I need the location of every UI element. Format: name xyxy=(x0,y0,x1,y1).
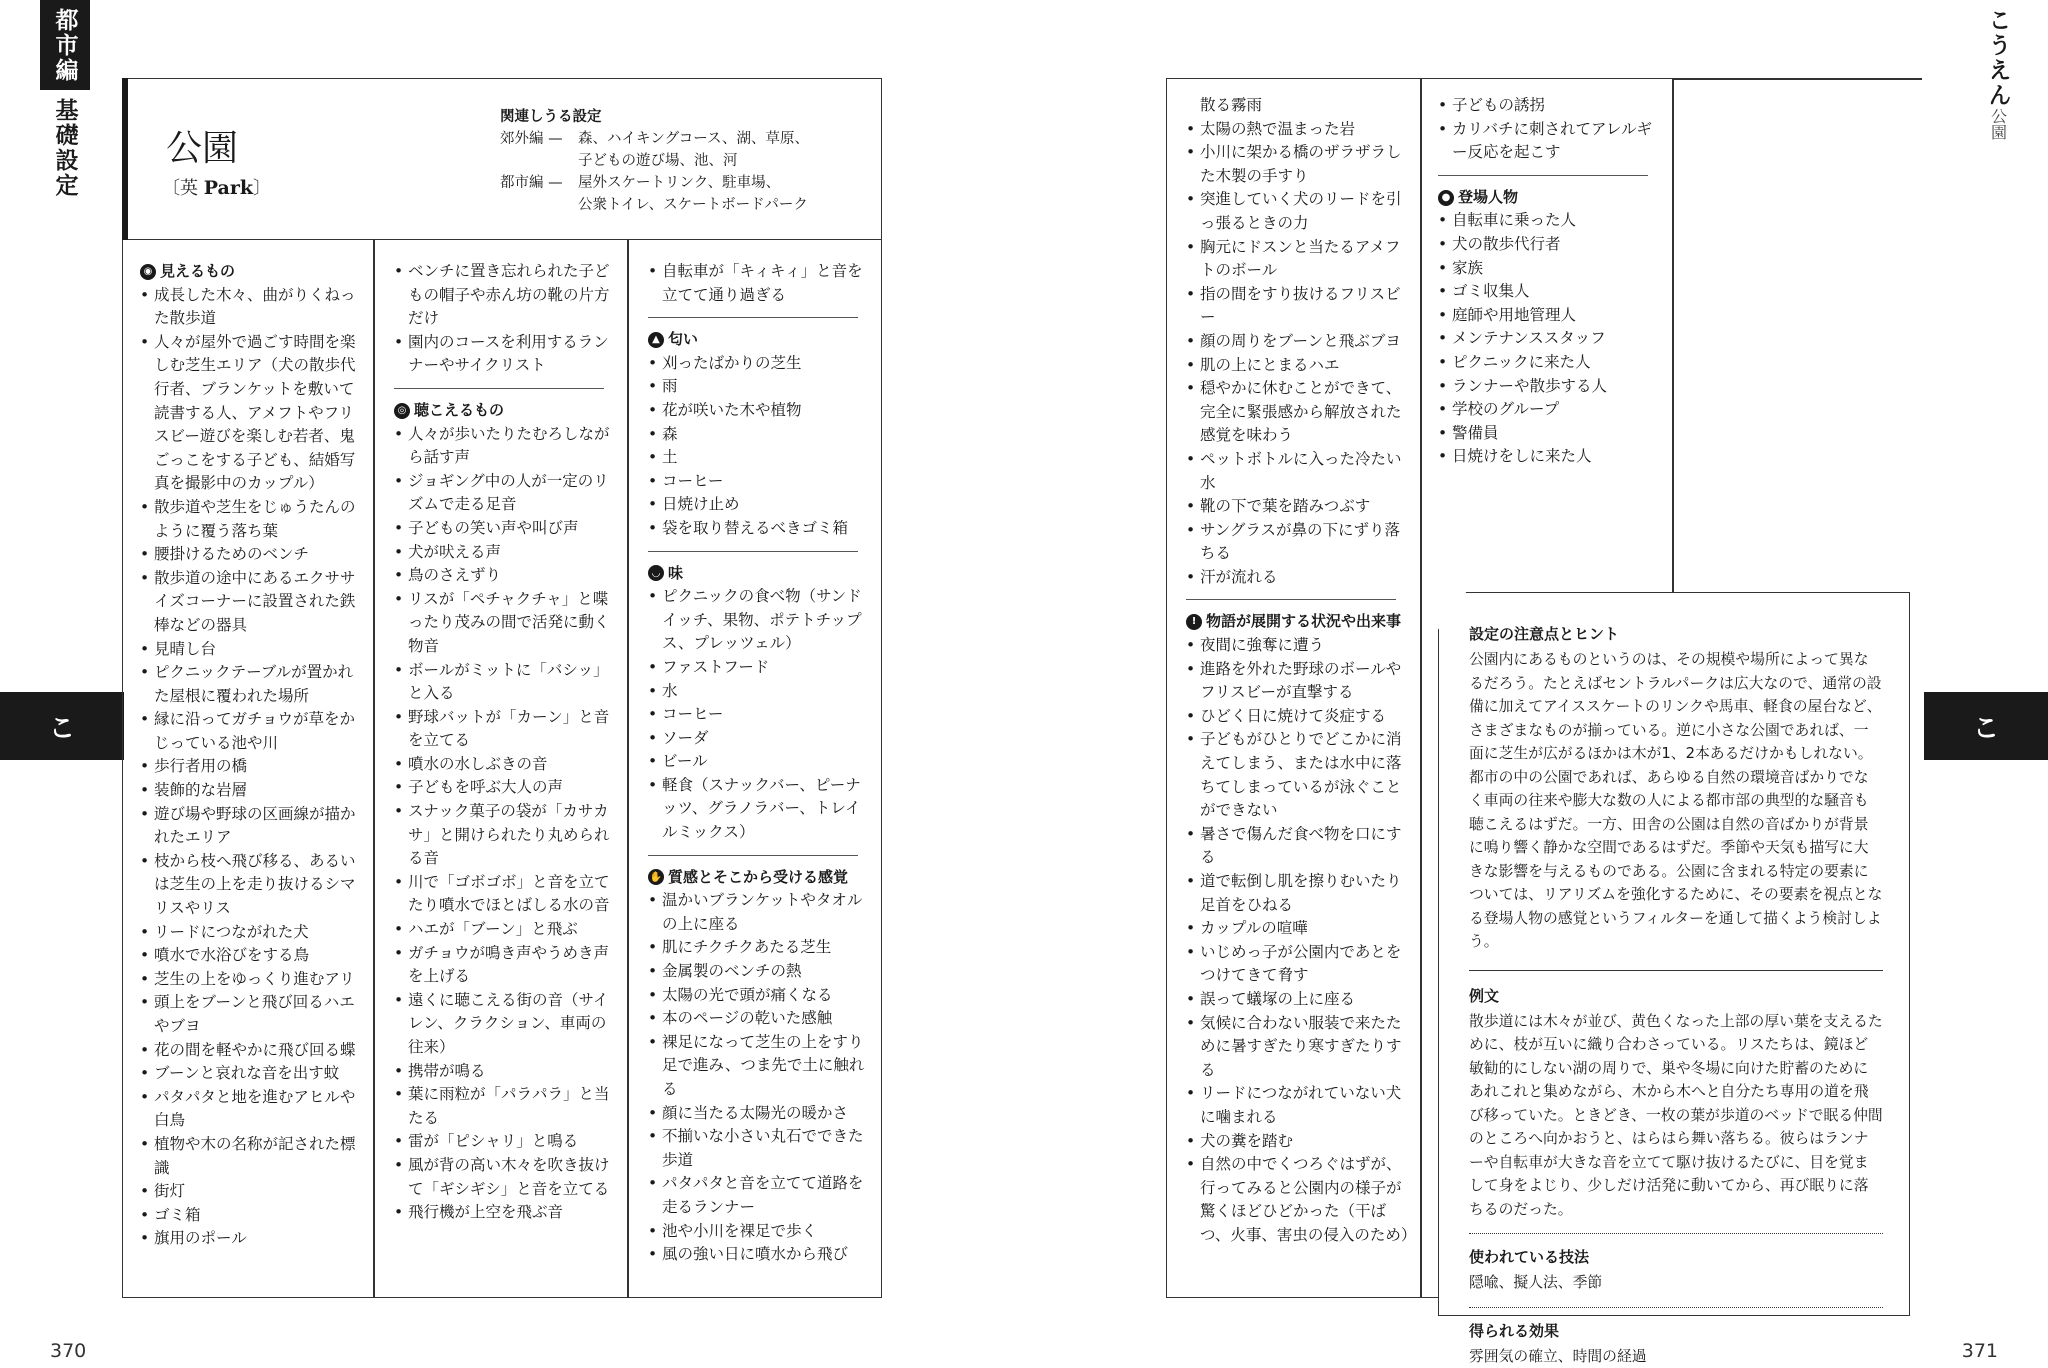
hints-heading: 設定の注意点とヒント xyxy=(1469,625,1620,643)
list-item: • 園内のコースを利用するランナーやサイクリスト xyxy=(394,331,616,378)
effect-heading: 得られる効果 xyxy=(1469,1321,1560,1340)
list-item: • ペットボトルに入った冷たい水 xyxy=(1186,448,1410,495)
list-item: • 刈ったばかりの芝生 xyxy=(648,352,872,376)
list-item: • 肌の上にとまるハエ xyxy=(1186,354,1410,378)
list-item: • 花が咲いた木や植物 xyxy=(648,399,872,423)
example-heading: 例文 xyxy=(1469,986,1500,1005)
example-body: 散歩道には木々が並び、黄色くなった上部の厚い葉を支えるために、枝が互いに織り合わさっている。リスたちは、鏡ほど敏勧的にしない湖の周りで、巣や冬場に向けた貯蓄のためにあれこれと集めながら、木から木へと自分たち専用の道を飛び移っていた。ときどき、一枚の葉が歩道のベッドで眠る仲間のところへ向かおうと、はらはら舞い落ちる。彼らはランナーや自転車が大きな音を立てて駆け抜けるたびに、目を覚まして身をよじり、少しだけ活発に動いてから、再び眠りに落ちるのだった。 xyxy=(1469,1012,1883,1218)
list-item: • 風が背の高い木々を吹き抜けて「ギシギシ」と音を立てる xyxy=(394,1154,616,1201)
list-item: • 旗用のポール xyxy=(140,1227,362,1251)
subcategory-tab: 基礎設定 xyxy=(51,98,78,198)
entry-english: 〔英 Park〕 xyxy=(162,177,271,199)
list-item: • 子どもの笑い声や叫び声 xyxy=(394,517,616,541)
related-row: 郊外編 — 森、ハイキングコース、湖、草原、 子どもの遊び場、池、河 xyxy=(500,131,809,169)
list-item: • 太陽の熱で温まった岩 xyxy=(1186,118,1410,142)
nose-icon: ▲ xyxy=(648,332,664,348)
list-item: • 犬の糞を踏む xyxy=(1186,1130,1410,1154)
section-divider xyxy=(648,551,858,552)
list-item: • ゴミ収集人 xyxy=(1438,280,1664,304)
list-item: 散る霧雨 xyxy=(1200,96,1263,114)
list-item: • 葉に雨粒が「パラパラ」と当たる xyxy=(394,1083,616,1130)
list-item: • コーヒー xyxy=(648,703,872,727)
list-item: • 不揃いな小さい丸石でできた歩道 xyxy=(648,1125,872,1172)
list-item: • 川で「ゴボゴボ」と音を立てたり噴水でほとばしる水の音 xyxy=(394,871,616,918)
list-item: • 本のページの乾いた感触 xyxy=(648,1007,872,1031)
list-item: • ソーダ xyxy=(648,727,872,751)
list-item: • 自転車に乗った人 xyxy=(1438,209,1664,233)
list-item: • リードにつながれた犬 xyxy=(140,921,362,945)
list-item: • 植物や木の名称が記された標識 xyxy=(140,1133,362,1180)
list-item: • 子どもの誘拐 xyxy=(1438,94,1664,118)
list-item: • リードにつながれていない犬に噛まれる xyxy=(1186,1082,1410,1129)
list-item: • ボールがミットに「バシッ」と入る xyxy=(394,659,616,706)
list-item: • 縁に沿ってガチョウが草をかじっている池や川 xyxy=(140,708,362,755)
list-item: • 犬が吠える声 xyxy=(394,541,616,565)
list-item: • 散歩道の途中にあるエクササイズコーナーに設置された鉄棒などの器具 xyxy=(140,567,362,638)
list-item: • ゴミ箱 xyxy=(140,1204,362,1228)
list-item: • ブーンと哀れな音を出す蚊 xyxy=(140,1062,362,1086)
entry-title: 公園 xyxy=(166,128,239,169)
list-item: • 人々が屋外で過ごす時間を楽しむ芝生エリア（犬の散歩代行者、ブランケットを敷いて読書する人、アメフトやフリスビー遊びを楽しむ若者、鬼ごっこをする子ども、結婚写真を撮影中のカップル） xyxy=(140,331,362,496)
header-accent-bar xyxy=(122,78,128,240)
page-number-right: 371 xyxy=(1961,1340,1998,1362)
list-item: • ベンチに置き忘れられた子どもの帽子や赤ん坊の靴の片方だけ xyxy=(394,260,616,331)
dotted-divider xyxy=(1469,1307,1883,1308)
section-heading-characters: ● 登場人物 xyxy=(1438,186,1664,210)
list-item: • 野球バットが「カーン」と音を立てる xyxy=(394,706,616,753)
list-item: • 風の強い日に噴水から飛び xyxy=(648,1243,872,1267)
list-item: • 夜間に強奪に遭う xyxy=(1186,634,1410,658)
technique-body: 隠喩、擬人法、季節 xyxy=(1469,1274,1603,1291)
list-item: • 遊び場や野球の区画線が描かれたエリア xyxy=(140,803,362,850)
list-item: • 花の間を軽やかに飛び回る蝶 xyxy=(140,1039,362,1063)
list-item: • 芝生の上をゆっくり進むアリ xyxy=(140,968,362,992)
index-tab-right: こ xyxy=(1924,692,2048,760)
section-heading-taste: ◡ 味 xyxy=(648,562,872,586)
column-divider xyxy=(627,240,629,1298)
list-item: • 道で転倒し肌を擦りむいたり足首をひねる xyxy=(1186,870,1410,917)
column-characters xyxy=(1438,94,1664,469)
list-item: • 誤って蟻塚の上に座る xyxy=(1186,988,1410,1012)
box-notch xyxy=(1437,591,1467,631)
list-item: • 雷が「ピシャリ」と鳴る xyxy=(394,1130,616,1154)
column-smell-taste-touch xyxy=(648,260,872,1267)
entry-header xyxy=(122,78,882,240)
section-heading-sight: ◉ 見えるもの xyxy=(140,260,362,284)
list-item: • ひどく日に焼けて炎症する xyxy=(1186,705,1410,729)
list-item: • 鳥のさえずり xyxy=(394,564,616,588)
list-item: • 金属製のベンチの熱 xyxy=(648,960,872,984)
list-item: • 軽食（スナックバー、ピーナッツ、グラノラバー、トレイルミックス） xyxy=(648,774,872,845)
section-divider xyxy=(648,317,858,318)
list-item: • いじめっ子が公園内であとをつけてきて脅す xyxy=(1186,941,1410,988)
list-item: • リスが「ペチャクチャ」と喋ったり茂みの間で活発に動く物音 xyxy=(394,588,616,659)
column-divider xyxy=(1420,78,1422,1298)
column-divider xyxy=(1672,78,1674,592)
list-item: • 顔の周りをブーンと飛ぶブヨ xyxy=(1186,330,1410,354)
list-item: • 遠くに聴こえる街の音（サイレン、クラクション、車両の往来） xyxy=(394,989,616,1060)
frame-top-line xyxy=(1672,78,1922,80)
list-item: • ピクニックの食べ物（サンドイッチ、果物、ポテトチップス、プレッツェル） xyxy=(648,585,872,656)
eye-icon: ◉ xyxy=(140,264,156,280)
list-item: • 穏やかに休むことができて、完全に緊張感から解放された感覚を味わう xyxy=(1186,377,1410,448)
related-settings xyxy=(500,106,809,216)
list-item: • 肌にチクチクあたる芝生 xyxy=(648,936,872,960)
list-item: • 汗が流れる xyxy=(1186,566,1410,590)
list-item: • ファストフード xyxy=(648,656,872,680)
list-item: • 自転車が「キィキィ」と音を立てて通り過ぎる xyxy=(648,260,872,307)
hints-box xyxy=(1438,592,1910,1365)
list-item: • 日焼け止め xyxy=(648,493,872,517)
column-sound xyxy=(394,260,616,1225)
list-item: • 顔に当たる太陽光の暖かさ xyxy=(648,1102,872,1126)
list-item: • サングラスが鼻の下にずり落ちる xyxy=(1186,519,1410,566)
list-item: • 噴水の水しぶきの音 xyxy=(394,753,616,777)
list-item: • カリバチに刺されてアレルギー反応を起こす xyxy=(1438,118,1664,165)
list-item: • メンテナンススタッフ xyxy=(1438,327,1664,351)
list-item: • 枝から枝へ飛び移る、あるいは芝生の上を走り抜けるシマリスやリス xyxy=(140,850,362,921)
list-item: • ピクニックに来た人 xyxy=(1438,351,1664,375)
section-divider xyxy=(394,388,604,389)
list-item: • 学校のグループ xyxy=(1438,398,1664,422)
list-item: • 温かいブランケットやタオルの上に座る xyxy=(648,889,872,936)
list-item: • パタパタと音を立てて道路を走るランナー xyxy=(648,1172,872,1219)
list-item: • 飛行機が上空を飛ぶ音 xyxy=(394,1201,616,1225)
list-item: • 腰掛けるためのベンチ xyxy=(140,543,362,567)
list-item: • 噴水で水浴びをする鳥 xyxy=(140,944,362,968)
page-number-left: 370 xyxy=(50,1340,87,1362)
section-divider xyxy=(1438,175,1648,176)
list-item: • 池や小川を裸足で歩く xyxy=(648,1220,872,1244)
list-item: • 警備員 xyxy=(1438,422,1664,446)
list-item: • 暑さで傷んだ食べ物を口にする xyxy=(1186,823,1410,870)
list-item: • 気候に合わない服装で来たために暑すぎたり寒すぎたりする xyxy=(1186,1012,1410,1083)
list-item: • 庭師や用地管理人 xyxy=(1438,304,1664,328)
list-item: • 子どもがひとりでどこかに消えてしまう、または水中に落ちてしまっているが泳ぐことができない xyxy=(1186,728,1410,822)
list-item: • 街灯 xyxy=(140,1180,362,1204)
section-divider xyxy=(1186,599,1396,600)
list-item: • 子どもを呼ぶ大人の声 xyxy=(394,776,616,800)
list-item: • 歩行者用の橋 xyxy=(140,755,362,779)
list-item: • スナック菓子の袋が「カサカサ」と開けられたり丸められる音 xyxy=(394,800,616,871)
hand-icon: ✋ xyxy=(648,869,664,885)
list-item: • 家族 xyxy=(1438,257,1664,281)
technique-heading: 使われている技法 xyxy=(1469,1248,1590,1266)
section-heading-touch: ✋ 質感とそこから受ける感覚 xyxy=(649,867,849,886)
list-item: • ハエが「ブーン」と飛ぶ xyxy=(394,918,616,942)
list-item: • 自然の中でくつろぐはずが、行ってみると公園内の様子が驚くほどひどかった（干ばつ、火事、害虫の侵入のため） xyxy=(1186,1153,1410,1247)
list-item: • ジョギング中の人が一定のリズムで走る足音 xyxy=(394,470,616,517)
list-item: • 装飾的な岩層 xyxy=(140,779,362,803)
list-item: • パタパタと地を進むアヒルや白鳥 xyxy=(140,1086,362,1133)
list-item: • 携帯が鳴る xyxy=(394,1060,616,1084)
list-item: • 犬の散歩代行者 xyxy=(1438,233,1664,257)
entry-reading: こうえん xyxy=(1984,8,2011,108)
list-item: • 靴の下で葉を踏みつぶす xyxy=(1186,495,1410,519)
section-heading-smell: ▲ 匂い xyxy=(648,328,872,352)
category-tab: 都市編 xyxy=(40,0,90,90)
list-item: • 指の間をすり抜けるフリスビー xyxy=(1186,283,1410,330)
list-item: • 胸元にドスンと当たるアメフトのボール xyxy=(1186,236,1410,283)
list-item: • ランナーや散歩する人 xyxy=(1438,375,1664,399)
related-heading: 関連しうる設定 xyxy=(500,109,602,125)
mouth-icon: ◡ xyxy=(648,565,664,581)
list-item: • 雨 xyxy=(648,375,872,399)
list-item: • 突進していく犬のリードを引っ張るときの力 xyxy=(1186,188,1410,235)
list-item: • ピクニックテーブルが置かれた屋根に覆われた場所 xyxy=(140,661,362,708)
list-item: • 人々が歩いたりたむろしながら話す声 xyxy=(394,423,616,470)
list-item: • 裸足になって芝生の上をすり足で進み、つま先で土に触れる xyxy=(648,1031,872,1102)
dotted-divider xyxy=(1469,1233,1883,1234)
related-row: 都市編 — 屋外スケートリンク、駐車場、 公衆トイレ、スケートボードパーク xyxy=(500,175,808,213)
column-touch-events xyxy=(1186,94,1417,1248)
list-item: • 水 xyxy=(648,680,872,704)
list-item: • カップルの喧嘩 xyxy=(1186,917,1410,941)
list-item: • ビール xyxy=(648,750,872,774)
person-icon: ● xyxy=(1438,190,1454,206)
hints-body: 公園内にあるものというのは、その規模や場所によって異なるだろう。たとえばセントラルパークは広大なので、通常の設備に加えてアイススケートのリンクや馬車、軽食の屋台など、さまざまなものが揃っている。逆に小さな公園であれば、一面に芝生が広がるほかは木が1、2本あるだけかもしれない。都市の中の公園であれば、あらゆる自然の環境音ばかりでなく車両の往来や膨大な数の人による都市部の典型的な騒音も聴こえるはずだ。一方、田舎の公園は自然の音ばかりが背景に鳴り響く静かな空間であるはずだ。季節や天気も描写に大きな影響を与えるものである。公園に含まれる特定の要素については、リアリズムを強化するために、その要素を視点となる登場人物の感覚というフィルターを通して描くよう検討しよう。 xyxy=(1469,651,1883,950)
list-item: • 散歩道や芝生をじゅうたんのように覆う落ち葉 xyxy=(140,496,362,543)
exclamation-icon: ! xyxy=(1186,614,1202,630)
section-heading-events: ! 物語が展開する状況や出来事 xyxy=(1186,610,1410,634)
list-item: • 森 xyxy=(648,423,872,447)
column-divider xyxy=(373,240,375,1298)
ear-icon: ◎ xyxy=(394,403,410,419)
section-heading-sound: ◎ 聴こえるもの xyxy=(394,399,616,423)
list-item: • 進路を外れた野球のボールやフリスビーが直撃する xyxy=(1186,658,1410,705)
list-item: • 頭上をブーンと飛び回るハエやブヨ xyxy=(140,991,362,1038)
list-item: • 成長した木々、曲がりくねった散歩道 xyxy=(140,284,362,331)
list-item: • コーヒー xyxy=(648,470,872,494)
index-tab-left: こ xyxy=(0,692,124,760)
list-item: • 太陽の光で頭が痛くなる xyxy=(648,984,872,1008)
list-item: • ガチョウが鳴き声やうめき声を上げる xyxy=(394,942,616,989)
list-item: • 小川に架かる橋のザラザラした木製の手すり xyxy=(1186,141,1410,188)
list-item: • 見晴し台 xyxy=(140,638,362,662)
list-item: • 土 xyxy=(648,446,872,470)
section-divider xyxy=(1469,970,1883,971)
entry-reading-kanji: 公園 xyxy=(1988,108,2008,140)
effect-body: 雰囲気の確立、時間の経過 xyxy=(1469,1347,1647,1365)
list-item: • 日焼けをしに来た人 xyxy=(1438,445,1664,469)
section-divider xyxy=(648,855,858,856)
column-sight xyxy=(140,260,362,1251)
list-item: • 袋を取り替えるべきゴミ箱 xyxy=(648,517,872,541)
